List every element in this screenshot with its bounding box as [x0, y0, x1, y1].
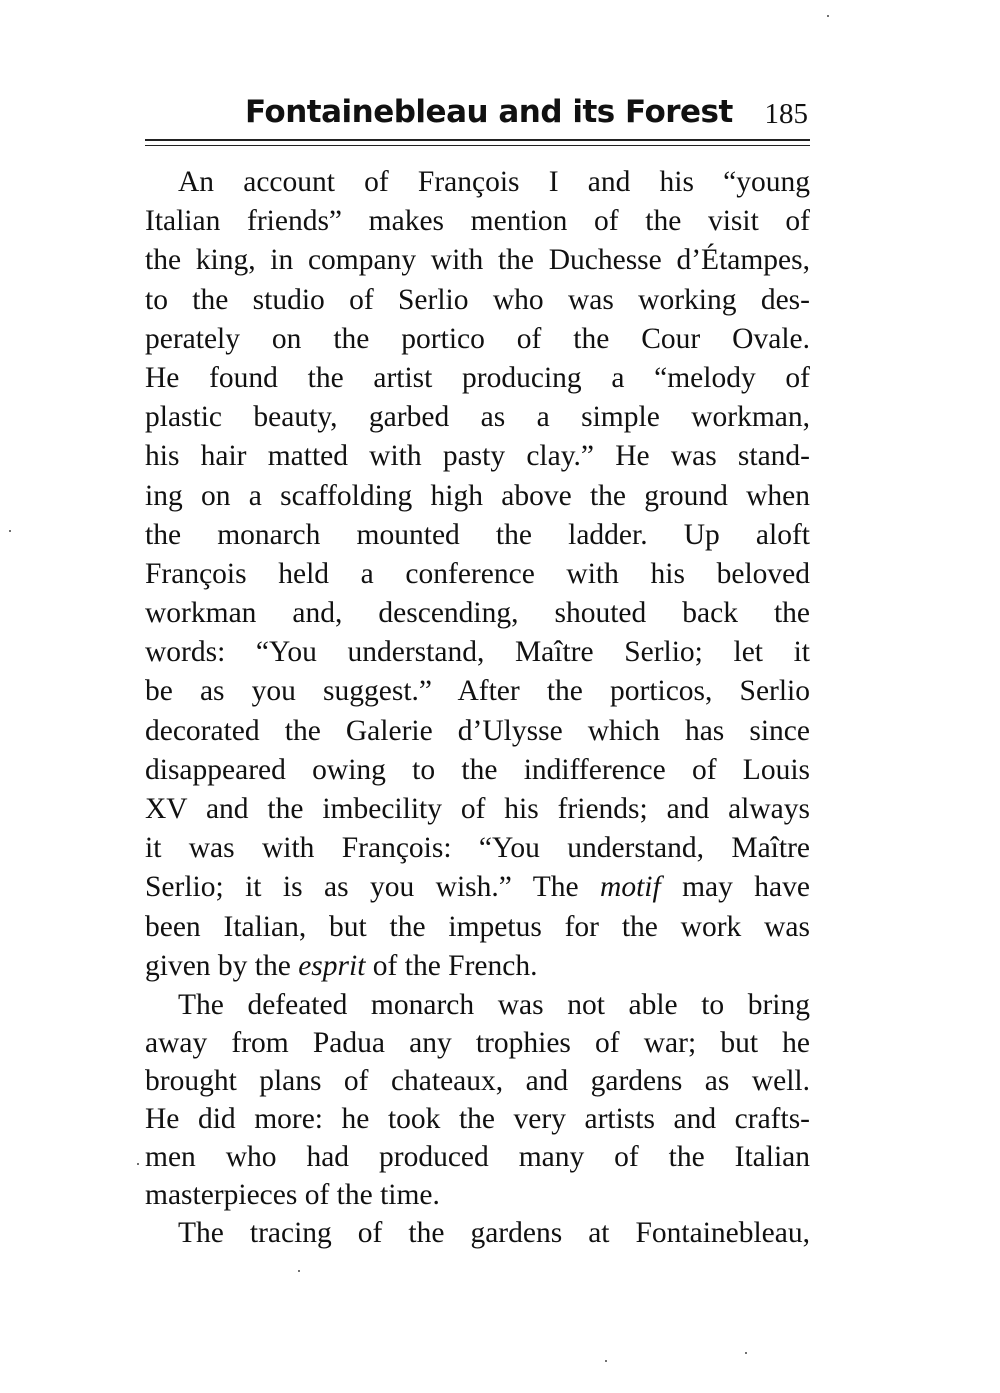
scan-speck: [827, 15, 829, 17]
scan-speck: [298, 1270, 300, 1272]
text-line: disappeared owing to the indifference of Louis: [145, 753, 810, 786]
text-line: words: “You understand, Maître Serlio; let it: [145, 636, 810, 669]
text-line: been Italian, but the impetus for the work was: [145, 910, 810, 943]
text-line: François held a conference with his beloved: [145, 557, 810, 590]
text-line: men who had produced many of the Italian: [145, 1140, 810, 1173]
text-line: The defeated monarch was not able to bring: [178, 988, 810, 1021]
text-line: Serlio; it is as you wish.” The motif may have: [145, 871, 810, 904]
text-line: perately on the portico of the Cour Ovale.: [145, 322, 810, 355]
text-line: his hair matted with pasty clay.” He was stand-: [145, 440, 810, 473]
text-line: He did more: he took the very artists and crafts-: [145, 1102, 810, 1135]
text-line: plastic beauty, garbed as a simple workman,: [145, 401, 810, 434]
text-line: XV and the imbecility of his friends; and always: [145, 793, 810, 825]
text-line: away from Padua any trophies of war; but he: [145, 1026, 810, 1059]
text-line: decorated the Galerie d’Ulysse which has since: [145, 714, 810, 747]
text-line: the king, in company with the Duchesse d’Étampes,: [145, 244, 810, 277]
running-title: Fontainebleau and its Forest: [245, 94, 733, 130]
text-line: given by the esprit of the French.: [145, 949, 538, 982]
text-line: Italian friends” makes mention of the visit of: [145, 205, 810, 238]
scan-speck: [9, 530, 11, 532]
page-number: 185: [764, 98, 808, 130]
scan-speck: [605, 1360, 607, 1362]
text-line: An account of François I and his “young: [178, 166, 810, 198]
scan-speck: [745, 1352, 747, 1354]
text-line: the monarch mounted the ladder. Up aloft: [145, 518, 810, 551]
text-line: workman and, descending, shouted back the: [145, 597, 810, 630]
text-line: it was with François: “You understand, Maître: [145, 832, 810, 865]
text-line: brought plans of chateaux, and gardens as well.: [145, 1064, 810, 1097]
text-line: The tracing of the gardens at Fontainebleau,: [178, 1216, 810, 1249]
text-line: He found the artist producing a “melody of: [145, 361, 810, 394]
text-line: ing on a scaffolding high above the ground when: [145, 479, 810, 512]
text-line: masterpieces of the time.: [145, 1178, 440, 1211]
header-rule-thin: [145, 145, 810, 146]
running-header: [145, 88, 810, 136]
text-line: be as you suggest.” After the porticos, Serlio: [145, 675, 810, 708]
header-rule-thick: [145, 139, 810, 141]
scan-speck: [137, 1163, 139, 1165]
text-line: to the studio of Serlio who was working des-: [145, 283, 810, 316]
body-text: [145, 163, 810, 1252]
